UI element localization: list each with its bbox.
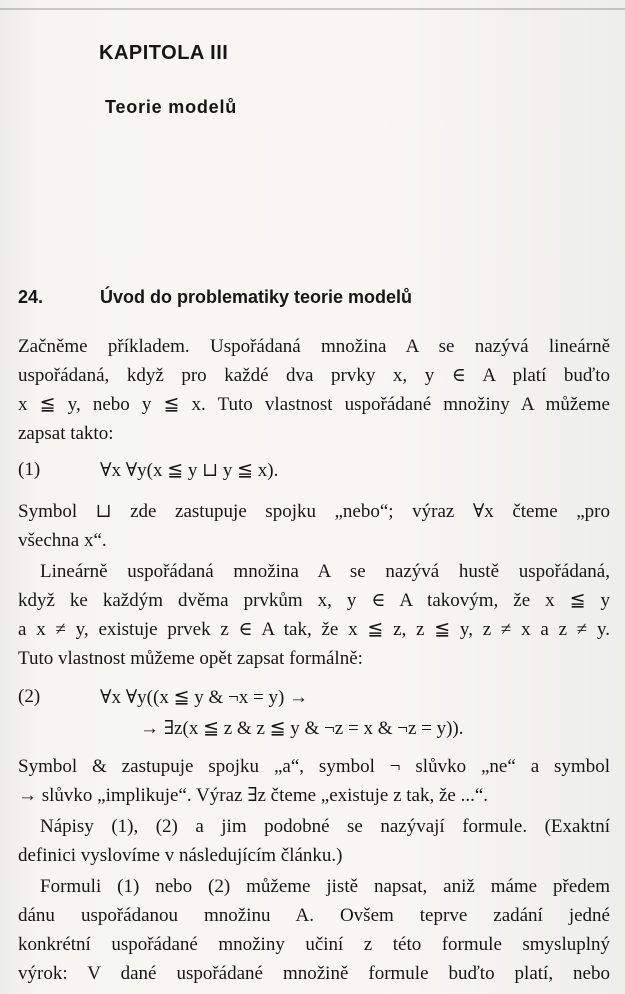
paragraph-line: x ≦ y, nebo y ≦ x. Tuto vlastnost uspořádané množiny A můžeme <box>18 394 610 415</box>
paragraph-line: zapsat takto: <box>18 423 114 444</box>
paragraph-line: všechna x“. <box>18 530 107 551</box>
formula-number-1: (1) <box>18 459 41 480</box>
formula-2-line-2: → ∃z(x ≦ z & z ≦ y & ¬z = x & ¬z = y)). <box>140 718 464 739</box>
section-number: 24. <box>18 287 44 307</box>
paragraph-line: definici vyslovíme v následujícím článku.) <box>18 845 343 866</box>
paragraph-line: Začněme příkladem. Uspořádaná množina A se nazývá lineárně <box>18 336 610 357</box>
paragraph-line: a x ≠ y, existuje prvek z ∈ A tak, že x ≦ z, z ≦ y, z ≠ x a z ≠ y. <box>18 619 610 640</box>
formula-2-line-1: ∀x ∀y((x ≦ y & ¬x = y) → <box>100 687 309 708</box>
chapter-label: KAPITOLA III <box>99 42 229 64</box>
formula-number-2: (2) <box>18 686 41 707</box>
formula-1: ∀x ∀y(x ≦ y ⊔ y ≦ x). <box>100 460 279 481</box>
paragraph-line: Tuto vlastnost můžeme opět zapsat formálně: <box>18 648 363 669</box>
paragraph-line: Symbol ⊔ zde zastupuje spojku „nebo“; výraz ∀x čteme „pro <box>18 501 610 522</box>
paragraph-line: když ke každým dvěma prvkům x, y ∈ A takovým, že x ≦ y <box>18 590 610 611</box>
paragraph-line: uspořádaná, když pro každé dva prvky x, y ∈ A platí buďto <box>18 365 610 386</box>
paragraph-line: Lineárně uspořádaná množina A se nazývá hustě uspořádaná, <box>40 561 610 582</box>
page-top-rule <box>0 8 625 10</box>
paragraph-line: výrok: V dané uspořádané množině formule buďto platí, nebo <box>18 963 610 984</box>
paragraph-line: Formuli (1) nebo (2) můžeme jistě napsat, aniž máme předem <box>40 876 610 897</box>
paragraph-line: dánu uspořádanou množinu A. Ovšem teprve zadání jedné <box>18 905 610 926</box>
chapter-title: Teorie modelů <box>105 97 238 117</box>
paragraph-line: → slůvko „implikuje“. Výraz ∃z čteme „existuje z tak, že ...“. <box>18 785 489 806</box>
section-title: Úvod do problematiky teorie modelů <box>100 287 413 307</box>
paragraph-line: Nápisy (1), (2) a jim podobné se nazývají formule. (Exaktní <box>40 816 610 837</box>
paragraph-line: Symbol & zastupuje spojku „a“, symbol ¬ slůvko „ne“ a symbol <box>18 756 610 777</box>
paragraph-line: konkrétní uspořádané množiny učiní z této formule smysluplný <box>18 934 610 955</box>
